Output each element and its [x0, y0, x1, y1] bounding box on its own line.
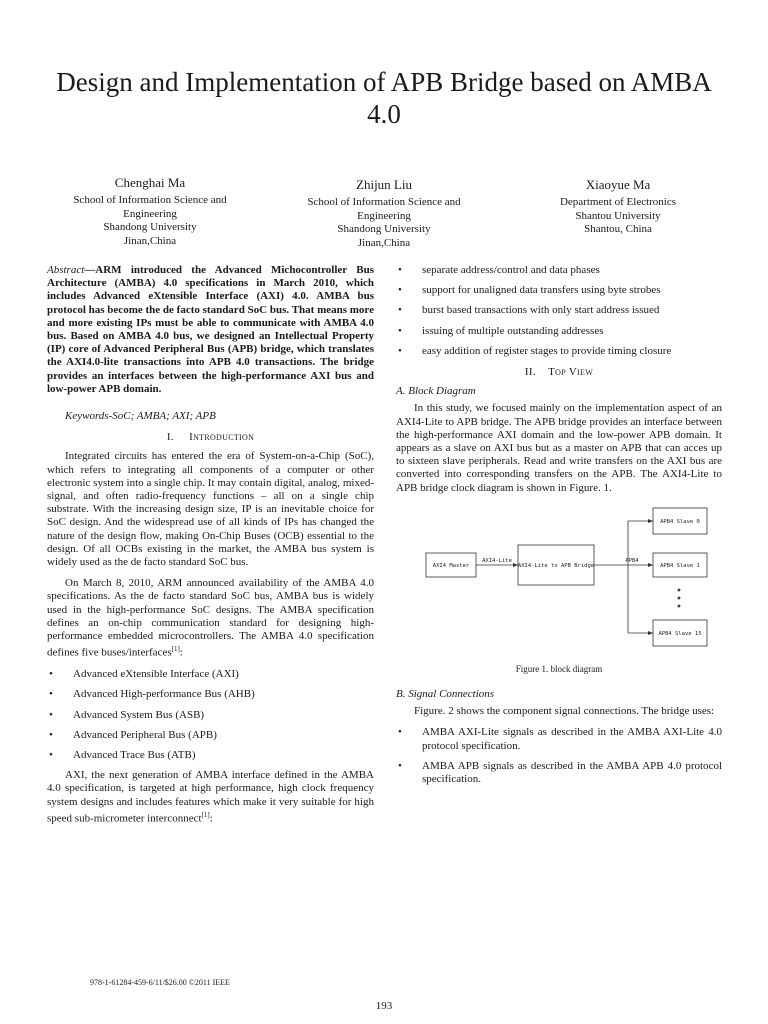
ellipsis-dot — [678, 596, 681, 599]
footer-isbn: 978-1-61284-459-6/11/$26.00 ©2011 IEEE — [90, 978, 230, 987]
abstract-text: —ARM introduced the Advanced Michocontroller Bus Architecture (AMBA) 4.0 specifications in March 2010, which includes Advanced eXtensible Interface (AXI) 4.0. AMBA bus protocol has become the de facto standard SoC bus. That means more and more existing IPs must be able to communicate with AMBA 4.0 bus. Based on AMBA 4.0 bus, we designed an Intellectual Property (IP) core of Advanced Peripheral Bus (APB) bridge, which translates the AXI4.0-lite transactions into APB 4.0 transactions. The bridge provides an interfaces between the high-performance AXI bus and low-power APB domain. — [47, 264, 374, 395]
intro-paragraph-3 — [47, 769, 374, 825]
punctuation: : — [179, 646, 183, 659]
paragraph-text: On March 8, 2010, ARM announced availability of the AMBA 4.0 specifications. As the de facto standard SoC bus, AMBA bus is widely used in the high-performance SoC designs. The AMBA specification defines an on-chip communication standard for designing high-performance embedded microcontrollers. The AMBA 4.0 specification defines five buses/interfaces — [47, 577, 374, 659]
section-number: I. — [166, 431, 174, 444]
author-affiliation: School of Information Science and Engineering — [73, 194, 227, 220]
list-item-text: Advanced Trace Bus (ATB) — [73, 748, 196, 761]
slave-0-label: APB4 Slave 0 — [660, 518, 700, 525]
bus-list — [47, 668, 374, 762]
abstract — [47, 264, 374, 396]
ellipsis-dot — [678, 588, 681, 591]
bullet-icon: • — [398, 324, 402, 337]
author-affiliation: Shantou University — [575, 209, 661, 222]
author-block-1 — [50, 174, 250, 248]
intro-paragraph-2 — [47, 577, 374, 660]
author-affiliation: Jinan,China — [357, 236, 411, 249]
left-column — [47, 264, 374, 834]
author-block-2 — [284, 176, 484, 250]
section-heading-introduction — [47, 431, 374, 444]
list-item — [396, 264, 722, 277]
bullet-icon: • — [49, 688, 53, 701]
citation: [1] — [171, 645, 180, 654]
list-item — [47, 709, 374, 722]
ellipsis-dot — [678, 604, 681, 607]
author-affiliation: Jinan,China — [123, 234, 177, 247]
arrow-icon — [648, 631, 653, 635]
author-affiliation: Shantou, China — [584, 223, 652, 235]
intro-paragraph-1: Integrated circuits has entered the era of System-on-a-Chip (SoC), which refers to integrating all components of a computer or other electronic system into a single chip. It may contain digital, analog, mixed-signal, and often radio-frequency functions – all on a single chip substrate. With the increasing design size, IP is an inevitable choice for SoC design. And the widespread use of all kinds of IPs has changed the nature of the design flow, making On-Chip Buses (OCB) essential to the design. Of all OCBs existing in the market, the AMBA bus system is widely used as the de facto standard SoC bus. — [47, 450, 374, 569]
list-item — [47, 729, 374, 742]
list-item — [396, 726, 722, 752]
list-item — [396, 760, 722, 786]
page-number: 193 — [375, 1000, 393, 1012]
list-item-text: Advanced Peripheral Bus (APB) — [73, 728, 217, 741]
keywords: Keywords-SoC; AMBA; AXI; APB — [65, 410, 216, 423]
right-column — [396, 264, 722, 793]
author-name: Chenghai Ma — [114, 175, 186, 190]
author-affiliation: School of Information Science and Engineering — [307, 196, 461, 222]
list-item — [396, 345, 722, 358]
slave-15-label: APB4 Slave 15 — [658, 630, 702, 637]
section-heading-top-view — [396, 366, 722, 379]
list-item-text: Advanced System Bus (ASB) — [73, 708, 205, 721]
list-item-text: separate address/control and data phases — [422, 264, 600, 276]
abstract-label: Abstract — [47, 264, 85, 276]
list-item-text: AMBA APB signals as described in the AMBA APB 4.0 protocol specification. — [422, 759, 722, 786]
bullet-icon: • — [398, 264, 402, 276]
citation: [1] — [201, 810, 210, 819]
bullet-icon: • — [49, 748, 53, 761]
bullet-icon: • — [398, 284, 402, 297]
list-item — [396, 304, 722, 317]
author-name: Xiaoyue Ma — [585, 177, 651, 192]
punctuation: : — [209, 812, 213, 825]
figure-caption: Figure 1. block diagram — [515, 663, 603, 674]
uses-list — [396, 726, 722, 786]
list-item-text: Advanced High-performance Bus (AHB) — [73, 688, 255, 701]
bullet-icon: • — [49, 668, 53, 681]
bullet-icon: • — [398, 344, 402, 357]
list-item-text: AMBA AXI-Lite signals as described in the AMBA AXI-Lite 4.0 protocol specification. — [422, 726, 722, 752]
section-number: II. — [524, 366, 536, 379]
axi-master-label: AXI4 Master — [432, 562, 470, 569]
signal-connections-paragraph: Figure. 2 shows the component signal connections. The bridge uses: — [414, 705, 715, 718]
list-item-text: Advanced eXtensible Interface (AXI) — [73, 668, 239, 681]
subsection-heading-block-diagram: A. Block Diagram — [396, 385, 476, 398]
bullet-icon: • — [49, 728, 53, 741]
apb-bus-label: APB4 — [625, 557, 639, 564]
list-item-text: issuing of multiple outstanding addresses — [422, 324, 604, 337]
subsection-heading-signal-connections: B. Signal Connections — [396, 688, 495, 701]
feature-list — [396, 264, 722, 358]
list-item — [47, 688, 374, 701]
axi-bus-label: AXI4-Lite — [482, 557, 512, 564]
list-item — [396, 284, 722, 297]
list-item-text: support for unaligned data transfers using byte strobes — [422, 284, 661, 297]
list-item — [47, 749, 374, 762]
bridge-label: AXI4-Lite to APB Bridge — [517, 562, 595, 569]
bullet-icon: • — [398, 304, 402, 317]
slave-1-label: APB4 Slave 1 — [660, 562, 700, 569]
list-item-text: easy addition of register stages to provide timing closure — [422, 344, 672, 357]
list-item — [47, 668, 374, 681]
paragraph-text: AXI, the next generation of AMBA interface defined in the AMBA 4.0 specification, is targeted at high performance, high clock frequency system designs and includes features which make it very suitable for high speed sub-micrometer interconnect — [47, 769, 374, 825]
paper-title: Design and Implementation of APB Bridge based on AMBA 4.0 — [56, 67, 712, 129]
list-item-text: burst based transactions with only start address issued — [422, 304, 660, 317]
arrow-icon — [648, 519, 653, 523]
bullet-icon: • — [398, 726, 402, 739]
author-name: Zhijun Liu — [356, 177, 412, 192]
block-diagram-paragraph: In this study, we focused mainly on the implementation aspect of an AXI4-Lite to APB bridge. The APB bridge provides an interface between the high-performance AXI domain and the low-power APB domain. It appears as a slave on AXI bus but as a master on APB that can acces up to sixteen slave peripherals. Read and write transfers on the AXI bus are converted into corresponding transfers on the APB. The AXI4-Lite to APB bridge clock diagram is shown in Figure. 1. — [396, 402, 722, 494]
bullet-icon: • — [49, 708, 53, 721]
bullet-icon: • — [398, 759, 402, 772]
arrow-icon — [648, 563, 653, 567]
section-title: Top View — [548, 366, 594, 379]
author-affiliation: Shandong University — [337, 223, 431, 235]
list-item — [396, 325, 722, 338]
section-title: Introduction — [189, 431, 255, 444]
author-block-3 — [518, 176, 718, 237]
block-diagram-figure — [396, 503, 722, 663]
author-affiliation: Shandong University — [103, 221, 197, 233]
author-affiliation: Department of Electronics — [559, 196, 677, 208]
